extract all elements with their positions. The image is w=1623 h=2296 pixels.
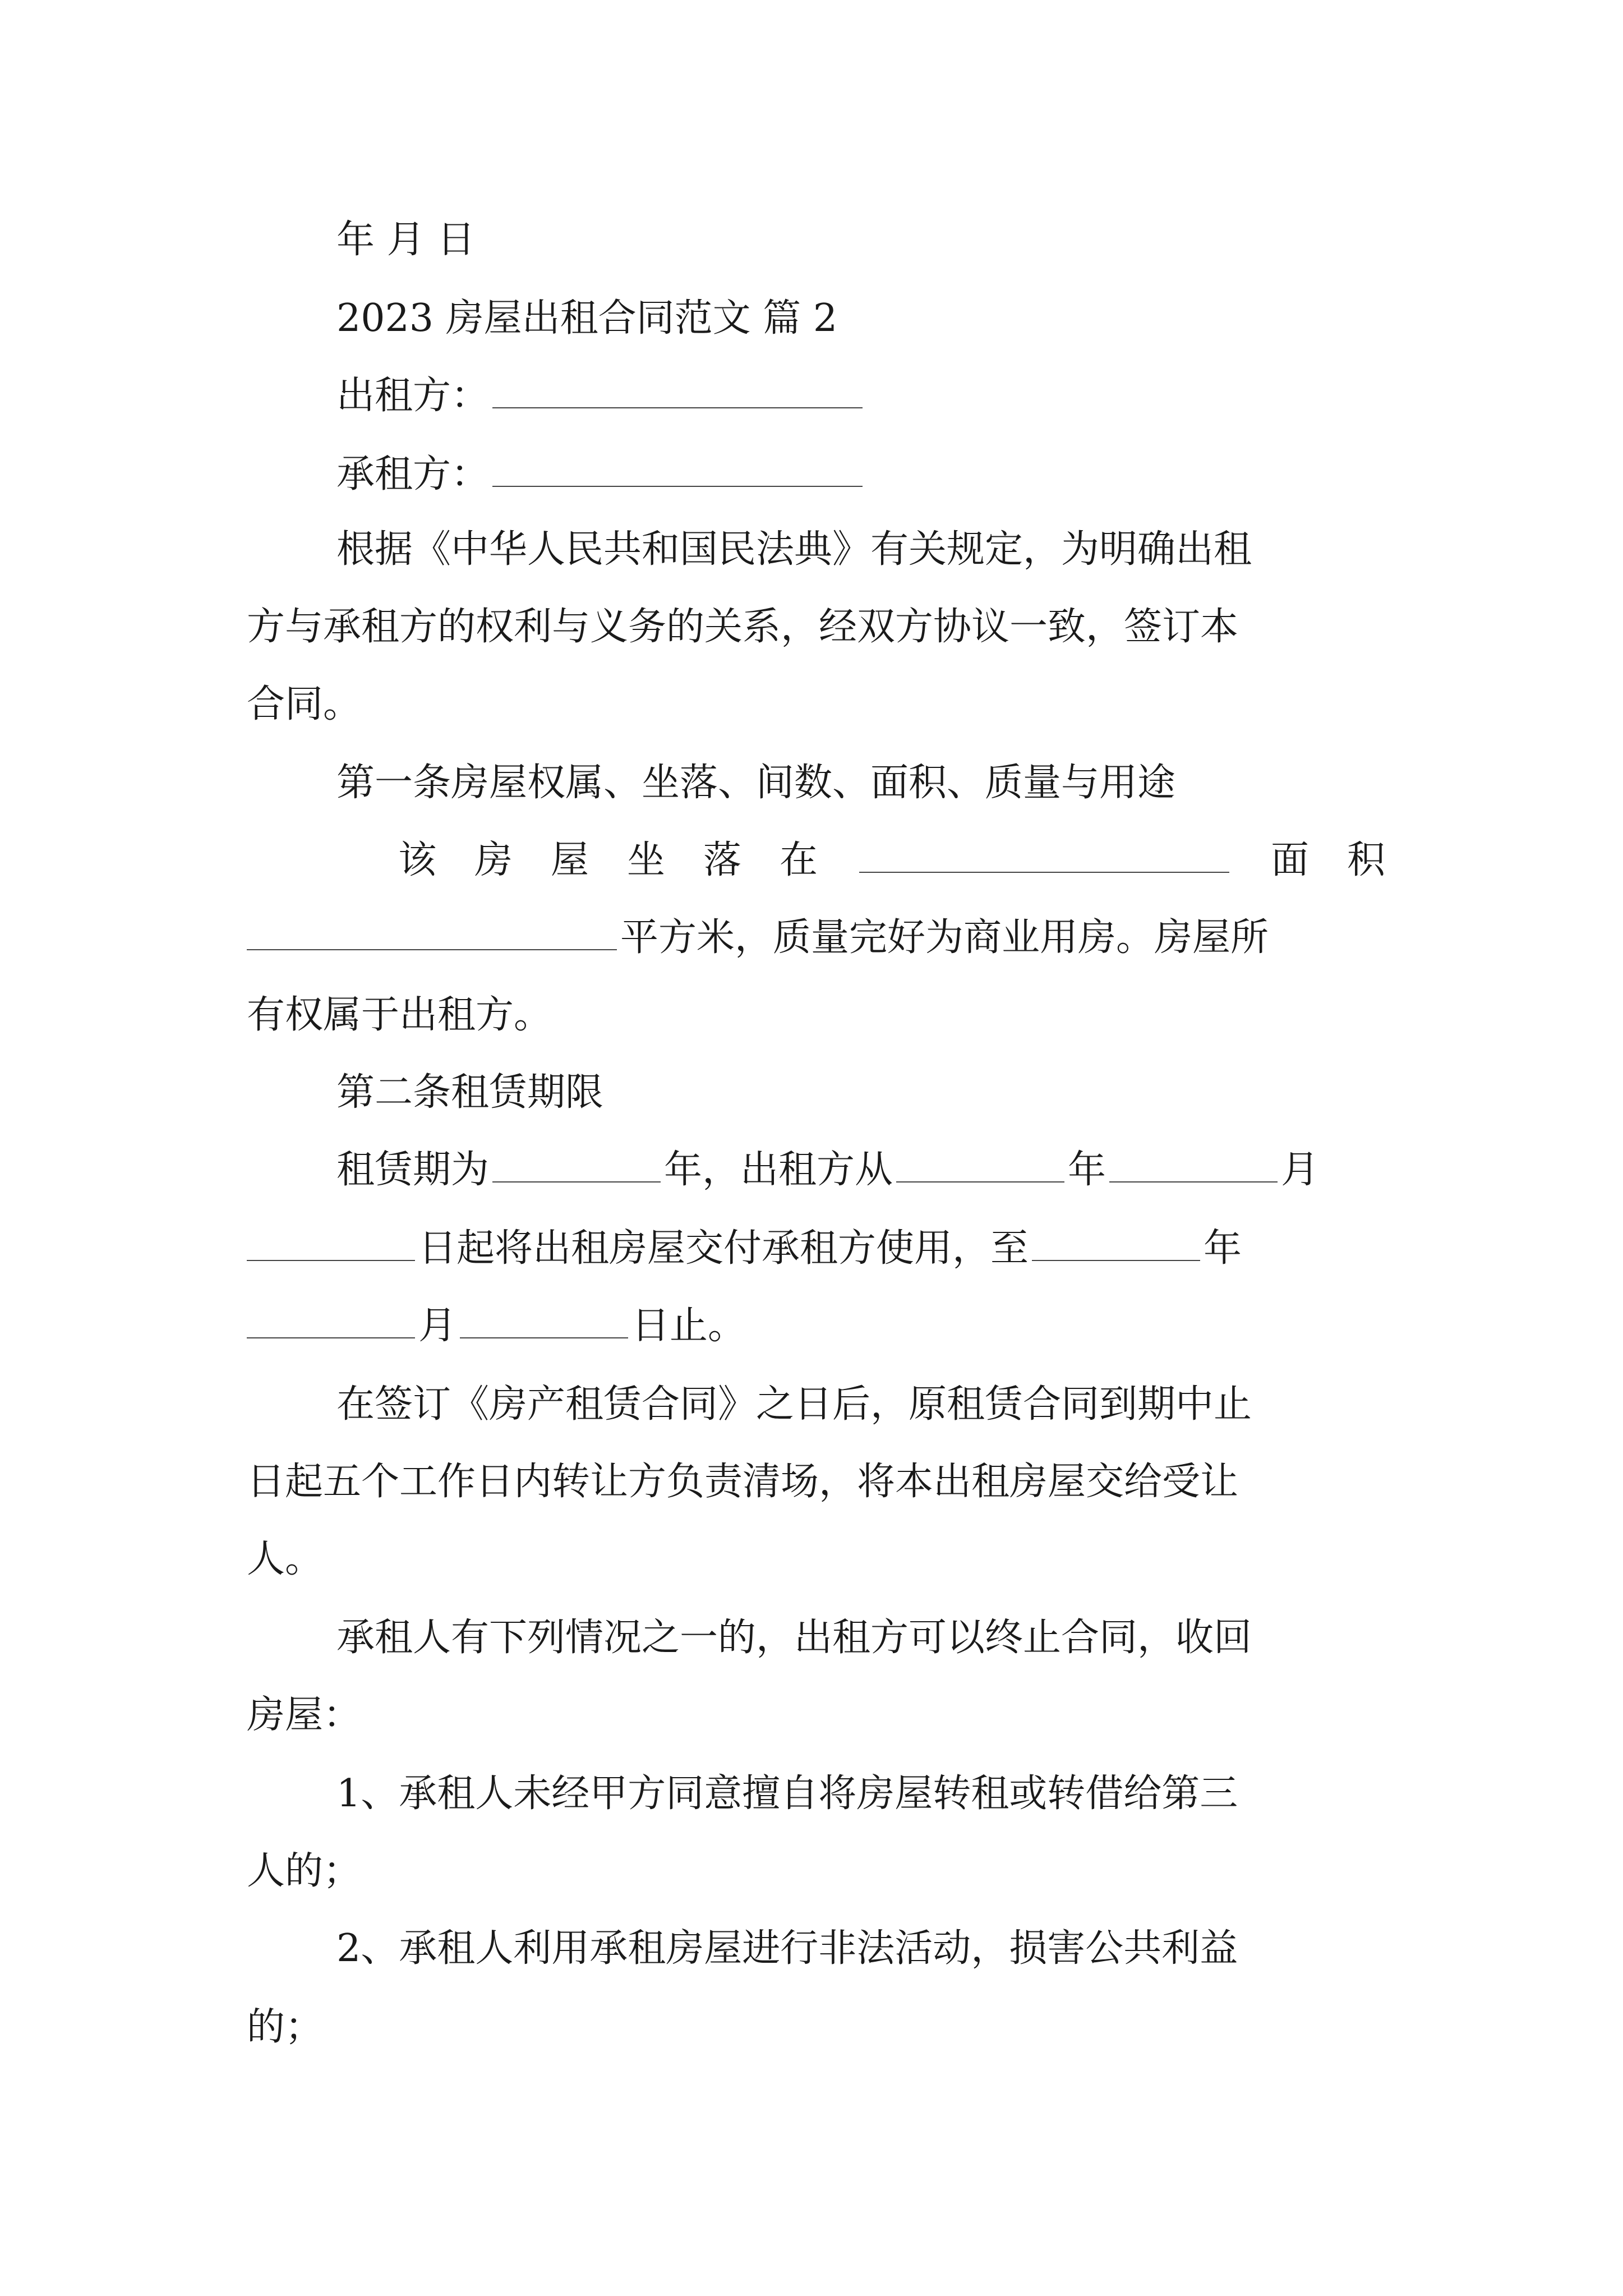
loc-char: 在	[780, 838, 818, 882]
article-2-title: 第二条租赁期限	[336, 1070, 604, 1115]
term-line-3	[247, 1304, 1385, 1349]
term-text: 日起将出租房屋交付承租方使用，至	[418, 1226, 1029, 1271]
years-blank	[492, 1148, 661, 1182]
start-month-blank	[1109, 1148, 1278, 1182]
term-text: 月	[418, 1304, 457, 1348]
terminate-line-1: 承租人有下列情况之一的，出租方可以终止合同，收回	[336, 1616, 1252, 1660]
intro-line-1: 根据《中华人民共和国民法典》有关规定，为明确出租	[336, 527, 1252, 572]
area-char: 面	[1270, 838, 1309, 882]
term-line-2	[247, 1226, 1385, 1271]
article-1-title: 第一条房屋权属、坐落、间数、面积、质量与用途	[336, 761, 1176, 805]
lessor-line	[336, 374, 1385, 418]
intro-line-3: 合同。	[247, 682, 362, 726]
term-text: 日止。	[631, 1304, 746, 1348]
term-text: 年	[1204, 1226, 1242, 1271]
article-1-area-line	[247, 915, 1385, 960]
term-line-1	[336, 1148, 1385, 1193]
start-day-blank	[247, 1226, 415, 1261]
start-year-blank	[896, 1148, 1064, 1182]
term-text: 年，出租方从	[664, 1148, 893, 1192]
terminate-line-2: 房屋：	[247, 1693, 362, 1737]
end-year-blank	[1032, 1226, 1200, 1261]
item-1-line-2: 人的；	[247, 1849, 362, 1893]
lessee-blank	[492, 452, 863, 487]
transfer-line-1: 在签订《房产租赁合同》之日后，原租赁合同到期中止	[336, 1382, 1252, 1427]
term-text: 月	[1281, 1148, 1320, 1192]
lessor-blank	[492, 374, 863, 408]
date-line: 年 月 日	[336, 218, 476, 262]
area-blank	[247, 915, 617, 950]
loc-char: 落	[703, 838, 742, 882]
intro-line-2: 方与承租方的权利与义务的关系，经双方协议一致，签订本	[247, 605, 1239, 649]
item-2-line-1: 2、承租人利用承租房屋进行非法活动，损害公共利益	[336, 1926, 1238, 1971]
transfer-line-3: 人。	[247, 1537, 324, 1581]
item-1-line-1: 1、承租人未经甲方同意擅自将房屋转租或转借给第三	[336, 1772, 1238, 1816]
lessee-line	[336, 452, 1385, 497]
lessor-label: 出租方：	[336, 374, 490, 418]
item-2-line-2: 的；	[247, 2005, 324, 2049]
transfer-line-2: 日起五个工作日内转让方负责清场，将本出租房屋交给受让	[247, 1460, 1239, 1504]
location-blank	[859, 838, 1229, 873]
loc-char: 坐	[627, 838, 666, 882]
article-1-location-line	[398, 838, 1385, 883]
article-1-ownership: 有权属于出租方。	[247, 993, 552, 1037]
lessee-label: 承租方：	[336, 452, 490, 496]
area-text: 平方米，质量完好为商业用房。房屋所	[620, 915, 1269, 960]
loc-char: 该	[398, 838, 437, 882]
end-month-blank	[247, 1304, 415, 1338]
term-text: 年	[1068, 1148, 1106, 1192]
term-text: 租赁期为	[336, 1148, 490, 1192]
loc-char: 屋	[551, 838, 589, 882]
document-title: 2023 房屋出租合同范文 篇 2	[336, 296, 838, 341]
area-char: 积	[1347, 838, 1385, 882]
loc-char: 房	[474, 838, 513, 882]
end-day-blank	[460, 1304, 628, 1338]
